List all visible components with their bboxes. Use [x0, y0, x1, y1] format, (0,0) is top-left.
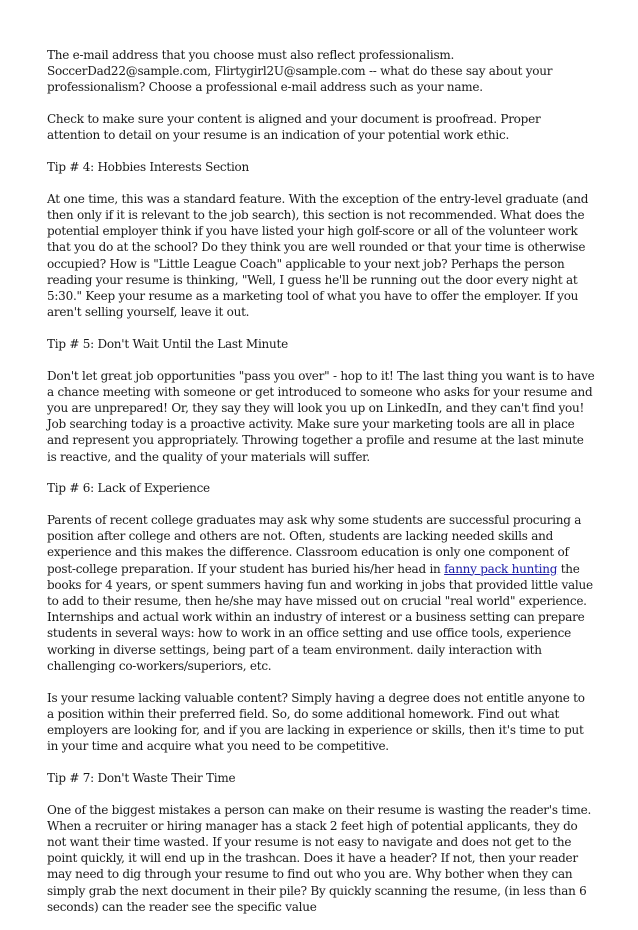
paragraph-experience — [47, 512, 595, 674]
tip-6-heading: Tip # 6: Lack of Experience — [47, 481, 210, 496]
tip-7-heading: Tip # 7: Don't Waste Their Time — [47, 770, 236, 785]
tip-4-heading: Tip # 4: Hobbies Interests Section — [47, 160, 250, 175]
tip-5-heading: Tip # 5: Don't Wait Until the Last Minute — [47, 336, 288, 351]
paragraph-email-professionalism: The e-mail address that you choose must also reflect professionalism. SoccerDad22@sample.com, Flirtygirl2U@sample.com -- what do these say about your professionalism? Choose a professional e-mail address such as your name. — [47, 48, 553, 95]
paragraph-experience-text-before-link: Parents of recent college graduates may ask why some students are successful procuring a position after college and others are not. Often, students are lacking needed skills and experience and this makes the difference. Classroom education is only one component of post-college preparation. If your student has buried his/her head in — [47, 512, 582, 576]
document-page — [47, 47, 595, 930]
paragraph-hobbies: At one time, this was a standard feature. With the exception of the entry-level graduate (and then only if it is relevant to the job search), this section is not recommended. What does the potential employer think if you have listed your high golf-score or all of the volunteer work that you do at the school? Do they think you are well rounded or that your time is otherwise occupied? How is "Little League Coach" applicable to your next job? Perhaps the person reading your resume is thinking, "Well, I guess he'll be running out the door every night at 5:30." Keep your resume as a marketing tool of what you have to offer the employer. If you aren't selling yourself, leave it out. — [47, 191, 589, 320]
paragraph-waste-time: One of the biggest mistakes a person can make on their resume is wasting the reader's time. When a recruiter or hiring manager has a stack 2 feet high of potential applicants, they do not want their time wasted. If your resume is not easy to navigate and does not get to the point quickly, it will end up in the trashcan. Does it have a header? If not, then your reader may need to dig through your resume to find out who you are. Why bother when they can simply grab the next document in their pile? By quickly scanning the resume, (in less than 6 seconds) can the reader see the specific value — [47, 802, 592, 914]
fanny-pack-hunting-link[interactable]: fanny pack hunting — [444, 561, 558, 576]
paragraph-lacking-content: Is your resume lacking valuable content? Simply having a degree does not entitle anyone to a position within their preferred field. So, do some additional homework. Find out what employers are looking for, and if you are lacking in experience or skills, then it's time to put in your time and acquire what you need to be competitive. — [47, 690, 585, 754]
paragraph-last-minute: Don't let great job opportunities "pass you over" - hop to it! The last thing you want is to have a chance meeting with someone or get introduced to someone who asks for your resume and you are unprepared! Or, they say they will look you up on LinkedIn, and they can't find you! Job searching today is a proactive activity. Make sure your marketing tools are all in place and represent you appropriately. Throwing together a profile and resume at the last minute is reactive, and the quality of your materials will suffer. — [47, 368, 595, 464]
paragraph-proofread: Check to make sure your content is aligned and your document is proofread. Proper attention to detail on your resume is an indication of your potential work ethic. — [47, 112, 541, 143]
paragraph-experience-text-after-link: the books for 4 years, or spent summers having fun and working in jobs that provided little value to add to their resume, then he/she may have missed out on crucial "real world" experience. Internships and actual work within an industry of interest or a business setting can prepare students in several ways: how to work in an office setting and use office tools, experience working in diverse settings, being part of a team environment. daily interaction with challenging co-workers/superiors, etc. — [47, 561, 593, 673]
